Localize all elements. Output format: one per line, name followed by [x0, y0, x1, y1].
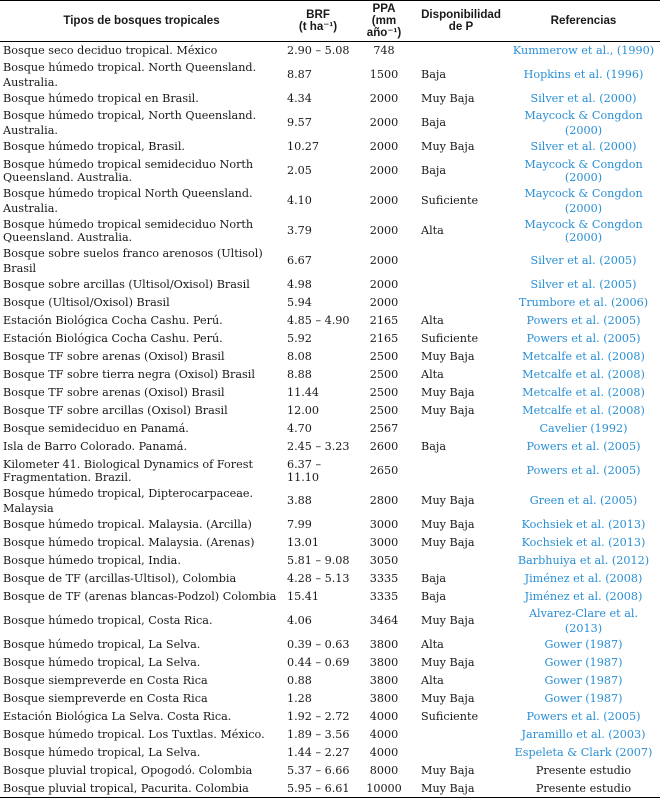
cell-ref[interactable]: Maycock & Congdon (2000) [524, 217, 643, 244]
cell-brf: 0.88 [287, 674, 312, 687]
cell-brf: 4.06 [287, 614, 312, 627]
cell-ref[interactable]: Powers et al. (2005) [526, 440, 641, 453]
table-row [0, 108, 660, 138]
cell-brf: 1.28 [287, 692, 312, 705]
cell-brf: 9.57 [287, 116, 312, 129]
table-row [0, 330, 660, 348]
cell-tipo: Bosque húmedo tropical, Brasil. [3, 140, 185, 153]
cell-disp: Muy Baja [421, 764, 475, 777]
cell-disp: Muy Baja [421, 656, 475, 669]
cell-brf: 15.41 [287, 590, 320, 603]
table-row [0, 246, 660, 276]
header-disp-line2: de P [448, 20, 474, 33]
cell-disp: Alta [421, 224, 444, 237]
cell-brf: 5.37 – 6.66 [287, 764, 350, 777]
header-brf-line1: BRF [306, 8, 330, 21]
table-row [0, 276, 660, 294]
cell-ref: Presente estudio [535, 781, 632, 795]
cell-ppa: 2600 [369, 440, 399, 453]
cell-ppa: 3335 [369, 572, 399, 585]
table-row [0, 348, 660, 366]
table-row [0, 486, 660, 516]
cell-disp: Muy Baja [421, 350, 475, 363]
cell-ppa: 4000 [369, 710, 399, 723]
cell-ref[interactable]: Maycock & Congdon (2000) [524, 157, 643, 184]
cell-ref[interactable]: Jiménez et al. (2008) [524, 590, 643, 603]
cell-ref[interactable]: Maycock & Congdon (2000) [524, 108, 643, 137]
table-row [0, 138, 660, 156]
table-row [0, 294, 660, 312]
table-row [0, 690, 660, 708]
cell-ref[interactable]: Gower (1987) [544, 692, 623, 705]
cell-ref[interactable]: Powers et al. (2005) [526, 332, 641, 345]
cell-disp: Alta [421, 368, 444, 381]
cell-disp: Suficiente [421, 194, 479, 207]
cell-brf: 2.05 [287, 164, 312, 177]
cell-disp: Muy Baja [421, 692, 475, 705]
cell-ppa: 2000 [369, 254, 399, 267]
cell-brf: 8.87 [287, 68, 312, 81]
cell-ppa: 4000 [369, 728, 399, 741]
cell-ref[interactable]: Metcalfe et al. (2008) [522, 404, 645, 417]
cell-ref: Presente estudio [535, 764, 632, 777]
cell-ppa: 3000 [369, 536, 399, 549]
cell-ppa: 2000 [369, 116, 399, 129]
cell-ppa: 2500 [369, 350, 399, 363]
cell-tipo: Bosque húmedo tropical, North Queensland. Australia. [3, 108, 257, 137]
cell-ref[interactable]: Maycock & Congdon (2000) [524, 186, 643, 215]
cell-tipo: Bosque húmedo tropical. Malaysia. (Arcilla) [3, 518, 252, 531]
header-row [0, 1, 660, 42]
cell-disp: Baja [421, 164, 447, 177]
cell-disp: Muy Baja [421, 92, 475, 105]
cell-ref[interactable]: Jiménez et al. (2008) [524, 572, 643, 585]
cell-tipo: Bosque húmedo tropical. Malaysia. (Arenas) [3, 536, 255, 549]
cell-ppa: 8000 [369, 764, 399, 777]
cell-brf: 4.98 [287, 278, 312, 291]
table-row [0, 384, 660, 402]
cell-ref[interactable]: Gower (1987) [544, 656, 623, 669]
cell-brf: 4.10 [287, 194, 312, 207]
cell-disp: Muy Baja [421, 386, 475, 399]
cell-brf: 4.85 – 4.90 [287, 314, 350, 327]
table-row [0, 366, 660, 384]
cell-ppa: 2000 [369, 92, 399, 105]
cell-disp [415, 456, 507, 486]
cell-tipo: Bosque TF sobre arenas (Oxisol) Brasil [3, 386, 225, 399]
cell-tipo: Bosque pluvial tropical, Pacurita. Colombia [3, 781, 249, 795]
cell-ref[interactable]: Hopkins et al. (1996) [523, 68, 644, 81]
cell-ref[interactable]: Metcalfe et al. (2008) [522, 368, 645, 381]
table-row [0, 570, 660, 588]
table-row [0, 438, 660, 456]
cell-tipo: Bosque de TF (arcillas-Ultisol), Colombia [3, 572, 237, 585]
cell-tipo: Bosque húmedo tropical. North Queensland. Australia. [3, 60, 257, 89]
cell-tipo: Estación Biológica Cocha Cashu. Perú. [3, 332, 223, 345]
cell-disp: Muy Baja [421, 404, 475, 417]
cell-disp: Baja [421, 572, 447, 585]
header-ref [507, 1, 660, 42]
table-row [0, 456, 660, 486]
cell-brf: 8.08 [287, 350, 312, 363]
cell-disp: Muy Baja [421, 494, 475, 507]
cell-disp [415, 294, 507, 312]
table-row [0, 216, 660, 246]
cell-disp [415, 42, 507, 60]
cell-tipo: Bosque húmedo tropical, Dipterocarpaceae. Malaysia [3, 486, 254, 515]
table-row [0, 60, 660, 90]
cell-tipo: Bosque húmedo tropical. Los Tuxtlas. México. [3, 728, 265, 741]
header-ppa [353, 1, 415, 42]
table-row [0, 654, 660, 672]
cell-ref[interactable]: Green et al. (2005) [529, 494, 638, 507]
cell-brf: 3.88 [287, 494, 312, 507]
table-row [0, 606, 660, 636]
cell-tipo: Bosque sobre arcillas (Ultisol/Oxisol) Brasil [3, 278, 250, 291]
cell-brf: 4.70 [287, 422, 312, 435]
cell-tipo: Bosque húmedo tropical en Brasil. [3, 92, 199, 105]
cell-disp: Suficiente [421, 710, 479, 723]
cell-tipo: Bosque sobre suelos franco arenosos (Ultisol) Brasil [3, 246, 263, 275]
cell-tipo: Bosque húmedo tropical, La Selva. [3, 656, 201, 669]
cell-ppa: 2500 [369, 368, 399, 381]
cell-brf: 5.95 – 6.61 [287, 781, 350, 795]
cell-ppa: 3335 [369, 590, 399, 603]
cell-ppa: 2000 [369, 194, 399, 207]
cell-tipo: Kilometer 41. Biological Dynamics of Forest Fragmentation. Brazil. [3, 457, 253, 484]
cell-disp [415, 552, 507, 570]
cell-brf: 6.37 – 11.10 [287, 457, 322, 484]
header-brf [283, 1, 353, 42]
cell-ref[interactable]: Powers et al. (2005) [526, 710, 641, 723]
cell-ref[interactable]: Alvarez-Clare et al. (2013) [528, 606, 639, 635]
cell-ref[interactable]: Cavelier (1992) [539, 422, 628, 435]
cell-ref[interactable]: Gower (1987) [544, 638, 623, 651]
cell-tipo: Bosque húmedo tropical, Costa Rica. [3, 614, 213, 627]
cell-tipo: Bosque de TF (arenas blancas-Podzol) Colombia [3, 590, 277, 603]
cell-ppa: 4000 [369, 746, 399, 759]
cell-brf: 5.92 [287, 332, 312, 345]
cell-ppa: 2000 [369, 278, 399, 291]
cell-brf: 12.00 [287, 404, 320, 417]
header-ppa-line2: (mm año⁻¹) [366, 14, 402, 39]
cell-disp: Alta [421, 674, 444, 687]
cell-ref[interactable]: Metcalfe et al. (2008) [522, 386, 645, 399]
cell-ref[interactable]: Trumbore et al. (2006) [518, 296, 649, 309]
cell-brf: 11.44 [287, 386, 320, 399]
header-ppa-line1: PPA [372, 2, 396, 15]
cell-ref[interactable]: Silver et al. (2005) [530, 254, 637, 267]
table-row [0, 762, 660, 780]
cell-ref[interactable]: Barbhuiya et al. (2012) [517, 554, 650, 567]
table-row [0, 636, 660, 654]
cell-brf: 7.99 [287, 518, 312, 531]
cell-ref[interactable]: Silver et al. (2000) [530, 140, 637, 153]
cell-ref[interactable]: Powers et al. (2005) [526, 314, 641, 327]
cell-ppa: 3800 [369, 674, 399, 687]
cell-tipo: Bosque TF sobre tierra negra (Oxisol) Brasil [3, 368, 255, 381]
table-row [0, 516, 660, 534]
cell-ppa: 2567 [369, 422, 399, 435]
cell-ppa: 3800 [369, 638, 399, 651]
cell-disp: Baja [421, 116, 447, 129]
cell-disp [415, 726, 507, 744]
table-row [0, 708, 660, 726]
cell-brf: 6.67 [287, 254, 312, 267]
header-tipo [0, 1, 283, 42]
cell-ppa: 2650 [369, 464, 399, 477]
cell-disp: Muy Baja [421, 614, 475, 627]
table-row [0, 186, 660, 216]
header-brf-line2: (t ha⁻¹) [298, 20, 338, 33]
cell-disp [415, 744, 507, 762]
cell-tipo: Estación Biológica Cocha Cashu. Perú. [3, 314, 223, 327]
cell-ppa: 2500 [369, 386, 399, 399]
cell-tipo: Bosque TF sobre arcillas (Oxisol) Brasil [3, 404, 228, 417]
cell-ppa: 3000 [369, 518, 399, 531]
cell-ppa: 2500 [369, 404, 399, 417]
cell-disp: Baja [421, 68, 447, 81]
header-disp-line1: Disponibilidad [421, 8, 501, 21]
cell-brf: 0.44 – 0.69 [287, 656, 350, 669]
cell-ref[interactable]: Powers et al. (2005) [526, 464, 641, 477]
cell-tipo: Bosque siempreverde en Costa Rica [3, 674, 208, 687]
cell-ppa: 3464 [369, 614, 399, 627]
cell-disp [415, 420, 507, 438]
cell-ppa: 10000 [366, 781, 402, 795]
cell-brf: 5.94 [287, 296, 312, 309]
cell-ppa: 2800 [369, 494, 399, 507]
cell-disp [415, 276, 507, 294]
cell-brf: 4.34 [287, 92, 312, 105]
table-row [0, 588, 660, 606]
table-row [0, 726, 660, 744]
cell-ppa: 748 [373, 44, 395, 58]
cell-brf: 4.28 – 5.13 [287, 572, 350, 585]
cell-brf: 3.79 [287, 224, 312, 237]
cell-tipo: Bosque húmedo tropical, La Selva. [3, 638, 201, 651]
cell-ref[interactable]: Kochsiek et al. (2013) [521, 536, 646, 549]
cell-tipo: Bosque húmedo tropical North Queensland. Australia. [3, 186, 253, 215]
cell-ppa: 3800 [369, 656, 399, 669]
cell-ref[interactable]: Gower (1987) [544, 674, 623, 687]
table-row [0, 312, 660, 330]
cell-ppa: 1500 [369, 68, 399, 81]
table-row [0, 420, 660, 438]
table-body [0, 42, 660, 798]
table-header [0, 1, 660, 42]
cell-tipo: Bosque húmedo tropical, La Selva. [3, 746, 201, 759]
cell-brf: 5.81 – 9.08 [287, 554, 350, 567]
cell-tipo: Bosque siempreverde en Costa Rica [3, 692, 208, 705]
cell-tipo: Bosque seco deciduo tropical. México [3, 44, 218, 58]
cell-disp: Alta [421, 638, 444, 651]
table-row [0, 744, 660, 762]
cell-disp: Alta [421, 314, 444, 327]
table-row [0, 534, 660, 552]
cell-brf: 1.92 – 2.72 [287, 710, 350, 723]
table-row [0, 672, 660, 690]
cell-ref[interactable]: Metcalfe et al. (2008) [522, 350, 645, 363]
table-row [0, 156, 660, 186]
cell-ppa: 2000 [369, 140, 399, 153]
cell-brf: 0.39 – 0.63 [287, 638, 350, 651]
table-row [0, 552, 660, 570]
cell-ppa: 2000 [369, 296, 399, 309]
header-tipo-label: Tipos de bosques tropicales [63, 14, 220, 27]
cell-ref[interactable]: Kochsiek et al. (2013) [521, 518, 646, 531]
cell-brf: 2.45 – 3.23 [287, 440, 350, 453]
header-disp [415, 1, 507, 42]
cell-tipo: Bosque pluvial tropical, Opogodó. Colombia [3, 764, 253, 777]
cell-brf: 1.44 – 2.27 [287, 746, 350, 759]
cell-tipo: Bosque TF sobre arenas (Oxisol) Brasil [3, 350, 225, 363]
cell-tipo: Bosque húmedo tropical semideciduo North Queensland. Australia. [3, 217, 254, 244]
cell-ref[interactable]: Kummerow et al., (1990) [512, 44, 655, 58]
cell-disp: Baja [421, 440, 447, 453]
cell-ref[interactable]: Silver et al. (2000) [530, 92, 637, 105]
cell-tipo: Bosque (Ultisol/Oxisol) Brasil [3, 296, 170, 309]
cell-ref[interactable]: Jaramillo et al. (2003) [521, 728, 646, 741]
cell-ppa: 2165 [369, 314, 399, 327]
table-row [0, 780, 660, 798]
header-ref-label: Referencias [550, 14, 617, 27]
cell-disp: Suficiente [421, 332, 479, 345]
cell-brf: 10.27 [287, 140, 320, 153]
cell-disp: Muy Baja [421, 781, 475, 795]
cell-disp: Muy Baja [421, 140, 475, 153]
table-row [0, 402, 660, 420]
cell-ppa: 2000 [369, 224, 399, 237]
cell-disp: Muy Baja [421, 518, 475, 531]
cell-brf: 2.90 – 5.08 [287, 44, 350, 58]
cell-disp: Muy Baja [421, 536, 475, 549]
cell-tipo: Bosque semideciduo en Panamá. [3, 422, 189, 435]
cell-tipo: Estación Biológica La Selva. Costa Rica. [3, 710, 232, 723]
cell-ref[interactable]: Espeleta & Clark (2007) [514, 746, 653, 759]
cell-ppa: 2000 [369, 164, 399, 177]
cell-tipo: Isla de Barro Colorado. Panamá. [3, 440, 188, 453]
table-row [0, 90, 660, 108]
cell-tipo: Bosque húmedo tropical semideciduo North Queensland. Australia. [3, 157, 254, 184]
table-row [0, 42, 660, 60]
cell-disp [415, 246, 507, 276]
cell-tipo: Bosque húmedo tropical, India. [3, 554, 181, 567]
cell-ppa: 3800 [369, 692, 399, 705]
cell-disp: Baja [421, 590, 447, 603]
cell-brf: 8.88 [287, 368, 312, 381]
cell-brf: 1.89 – 3.56 [287, 728, 350, 741]
cell-ppa: 2165 [369, 332, 399, 345]
cell-ppa: 3050 [369, 554, 399, 567]
cell-brf: 13.01 [287, 536, 320, 549]
cell-ref[interactable]: Silver et al. (2005) [530, 278, 637, 291]
